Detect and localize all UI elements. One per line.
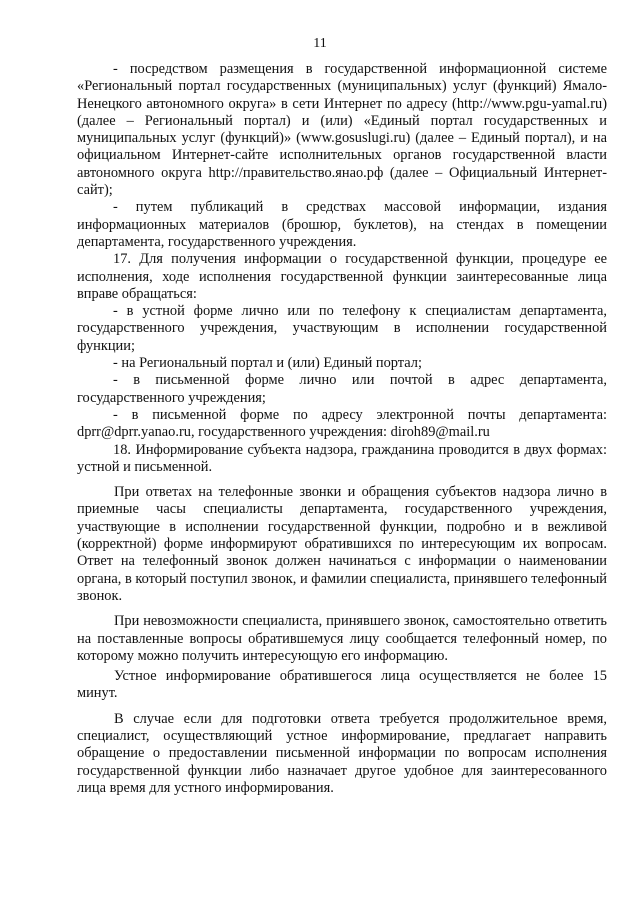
paragraph-portal-request: - на Региональный портал и (или) Единый портал; [113, 355, 422, 372]
paragraph-long-response: В случае если для подготовки ответа требуется продолжительное время, специалист, осуществляющий устное информирование, предлагает направить обращение о предоставлении письменной информации по вопросам исполнения государственной функции либо назначает другое удобное для заинтересованного лица время для устного информирования. [77, 710, 607, 796]
paragraph-oral-form: - в устной форме лично или по телефону к специалистам департамента, государственного учреждения, участвующим в исполнении государственной функции; [77, 303, 607, 354]
paragraph-oral-duration: Устное информирование обратившегося лица осуществляется не более 15 минут. [77, 668, 607, 702]
paragraph-written-form: - в письменной форме лично или почтой в адрес департамента, государственного учреждения; [77, 372, 607, 406]
paragraph-specialist-unavailable: При невозможности специалиста, принявшего звонок, самостоятельно ответить на поставленные вопросы обратившемуся лицу сообщается телефонный номер, по которому можно получить интересующую его информацию. [77, 613, 607, 664]
paragraph-item-17: 17. Для получения информации о государственной функции, процедуре ее исполнения, ходе исполнения государственной функции заинтересованные лица вправе обращаться: [77, 251, 607, 302]
paragraph-item-18: 18. Информирование субъекта надзора, гражданина проводится в двух формах: устной и письменной. [77, 441, 607, 475]
paragraph-portal-posting: - посредством размещения в государственной информационной системе «Региональный портал государственных (муниципальных) услуг (функций) Ямало-Ненецкого автономного округа» в сети Интернет по адресу (http://www.pgu-yamal.ru) (далее – Региональный портал) и (или) «Единый портал государственных и муниципальных услуг (функций)» (www.gosuslugi.ru) (далее – Единый портал), и на официальном Интернет-сайте исполнительных органов государственной власти автономного округа http://правительство.янао.рф (далее – Официальный Интернет-сайт); [77, 61, 607, 199]
page-number: 11 [313, 36, 327, 51]
paragraph-media-publication: - путем публикаций в средствах массовой информации, издания информационных материалов (брошюр, буклетов), на стендах в помещении департамента, государственного учреждения. [77, 199, 607, 250]
document-body [77, 61, 607, 797]
paragraph-phone-answers: При ответах на телефонные звонки и обращения субъектов надзора лично в приемные часы специалисты департамента, государственного учреждения, участвующие в исполнении государственной функции, подробно и в вежливой (корректной) форме информируют обратившихся по интересующим их вопросам. Ответ на телефонный звонок должен начинаться с информации о наименовании органа, в который поступил звонок, и фамилии специалиста, принявшего телефонный звонок. [77, 484, 607, 604]
paragraph-email-form: - в письменной форме по адресу электронной почты департамента: dprr@dprr.yanao.ru, государственного учреждения: diroh89@mail.ru [77, 406, 607, 441]
